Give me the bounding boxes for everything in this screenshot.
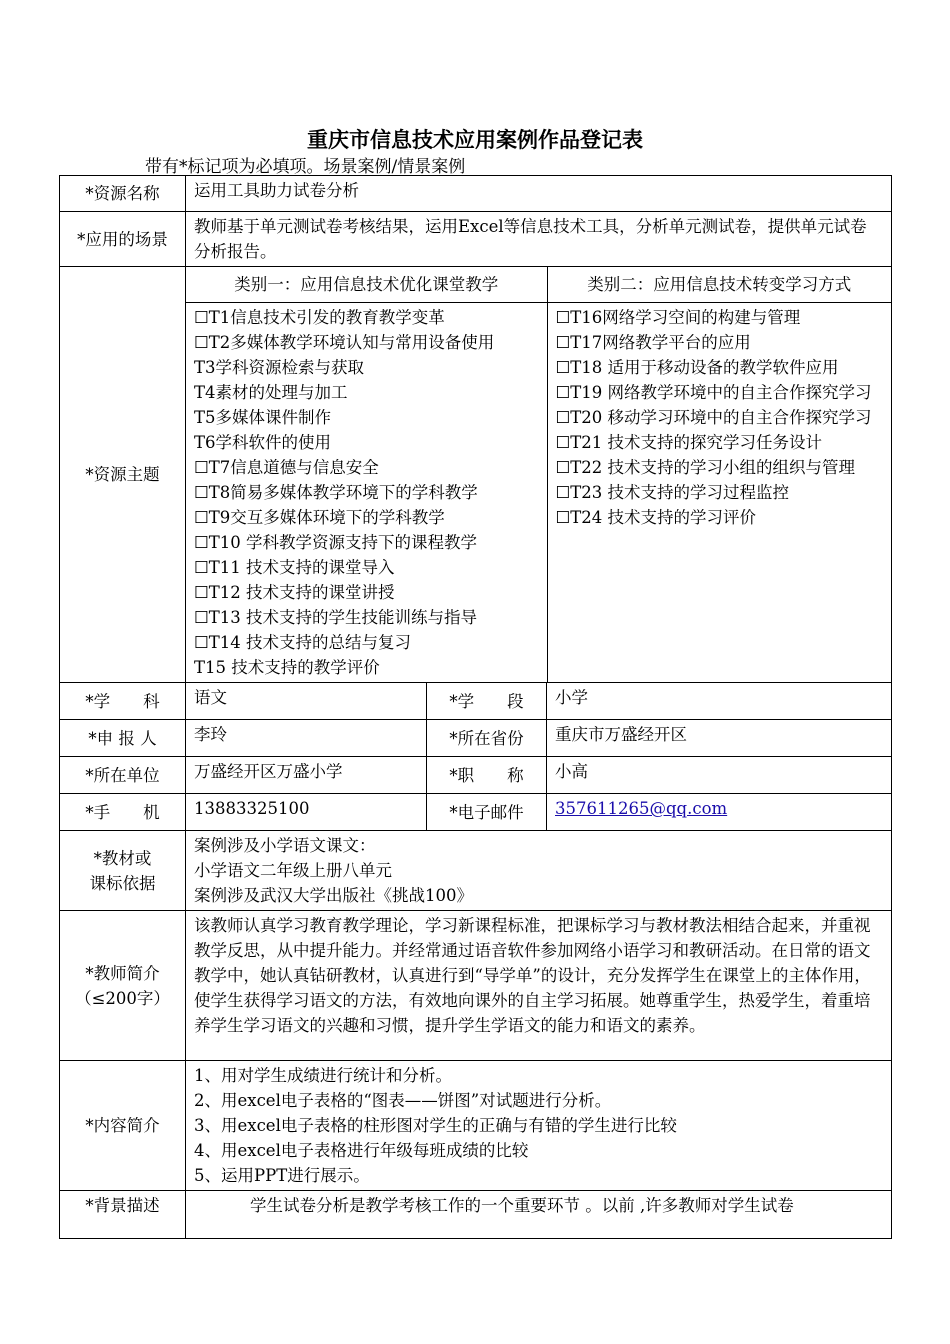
theme-option[interactable]: T4素材的处理与加工: [194, 383, 348, 402]
theme-option[interactable]: ☐T20 移动学习环境中的自主合作探究学习: [555, 408, 872, 427]
theme-option[interactable]: ☐T8简易多媒体教学环境下的学科教学: [194, 483, 478, 502]
theme-option[interactable]: ☐T10 学科教学资源支持下的课程教学: [194, 533, 478, 552]
row-resource-name: [60, 176, 892, 212]
theme-option[interactable]: ☐T22 技术支持的学习小组的组织与管理: [555, 458, 856, 477]
row-phone: [60, 794, 892, 831]
label-theme: *资源主题: [60, 267, 186, 683]
value-province: 重庆市万盛经开区: [547, 720, 892, 757]
row-applicant: [60, 720, 892, 757]
required-note: 带有*标记项为必填项。场景案例/情景案例: [145, 157, 466, 177]
theme-option[interactable]: ☐T19 网络教学环境中的自主合作探究学习: [555, 383, 872, 402]
theme-option[interactable]: ☐T21 技术支持的探究学习任务设计: [555, 433, 823, 452]
theme-option[interactable]: ☐T9交互多媒体环境下的学科教学: [194, 508, 445, 527]
label-subject: *学 科: [60, 683, 186, 720]
theme-option[interactable]: ☐T11 技术支持的课堂导入: [194, 558, 395, 577]
theme-option[interactable]: ☐T13 技术支持的学生技能训练与指导: [194, 608, 478, 627]
value-phone: 13883325100: [186, 794, 427, 831]
label-content: *内容简介: [60, 1061, 186, 1191]
theme-option[interactable]: ☐T7信息道德与信息安全: [194, 458, 379, 477]
category-two-heading: 类别二：应用信息技术转变学习方式: [547, 267, 891, 303]
value-subject: 语文: [186, 683, 427, 720]
theme-option[interactable]: ☐T18 适用于移动设备的教学软件应用: [555, 358, 839, 377]
theme-option[interactable]: ☐T16网络学习空间的构建与管理: [555, 308, 801, 327]
label-textbook: *教材或 课标依据: [60, 831, 186, 911]
label-email: *电子邮件: [427, 794, 547, 831]
theme-option[interactable]: T6学科软件的使用: [194, 433, 332, 452]
label-resource-name: *资源名称: [60, 176, 186, 212]
theme-option[interactable]: T5多媒体课件制作: [194, 408, 332, 427]
theme-option[interactable]: T3学科资源检索与获取: [194, 358, 365, 377]
row-scene: [60, 212, 892, 267]
value-content: 1、用对学生成绩进行统计和分析。 2、用excel电子表格的“图表——饼图”对试题进行分析。 3、用excel电子表格的柱形图对学生的正确与有错的学生进行比较 4、用excel电子表格进行年级每班成绩的比较 5、运用PPT进行展示。: [186, 1061, 892, 1191]
row-content: [60, 1061, 892, 1191]
value-textbook: 案例涉及小学语文课文： 小学语文二年级上册八单元 案例涉及武汉大学出版社《挑战100》: [186, 831, 892, 911]
row-textbook: [60, 831, 892, 911]
row-unit: [60, 757, 892, 794]
label-background: *背景描述: [60, 1191, 186, 1239]
label-unit: *所在单位: [60, 757, 186, 794]
theme-option[interactable]: ☐T23 技术支持的学习过程监控: [555, 483, 790, 502]
theme-option[interactable]: ☐T14 技术支持的总结与复习: [194, 633, 412, 652]
value-teacher: 该教师认真学习教育教学理论，学习新课程标准，把课标学习与教材教法相结合起来，并重视教学反思，从中提升能力。并经常通过语音软件参加网络小语学习和教研活动。在日常的语文教学中，她认真钻研教材，认真进行到“导学单”的设计，充分发挥学生在课堂上的主体作用，使学生获得学习语文的方法，有效地向课外的自主学习拓展。她尊重学生，热爱学生，着重培养学生学习语文的兴趣和习惯，提升学生学语文的能力和语文的素养。: [186, 911, 892, 1061]
theme-option[interactable]: T15 技术支持的教学评价: [194, 658, 380, 677]
category-one-heading: 类别一：应用信息技术优化课堂教学: [186, 267, 547, 303]
value-title: 小高: [547, 757, 892, 794]
label-scene: *应用的场景: [60, 212, 186, 267]
value-scene: 教师基于单元测试卷考核结果，运用Excel等信息技术工具，分析单元测试卷，提供单元试卷分析报告。: [186, 212, 892, 267]
value-applicant: 李玲: [186, 720, 427, 757]
label-title: *职 称: [427, 757, 547, 794]
page-title: 重庆市信息技术应用案例作品登记表: [307, 127, 643, 152]
label-phone: *手 机: [60, 794, 186, 831]
label-applicant: *申 报 人: [60, 720, 186, 757]
theme-option[interactable]: ☐T17网络教学平台的应用: [555, 333, 751, 352]
row-subject: [60, 683, 892, 720]
value-background: 学生试卷分析是教学考核工作的一个重要环节 。以前 ,许多教师对学生试卷: [186, 1191, 892, 1239]
label-province: *所在省份: [427, 720, 547, 757]
row-teacher: [60, 911, 892, 1061]
theme-categories: [186, 267, 892, 683]
registration-form: [59, 175, 892, 1239]
value-stage: 小学: [547, 683, 892, 720]
value-resource-name: 运用工具助力试卷分析: [186, 176, 892, 212]
value-unit: 万盛经开区万盛小学: [186, 757, 427, 794]
row-theme: [60, 267, 892, 683]
theme-option[interactable]: ☐T1信息技术引发的教育教学变革: [194, 308, 445, 327]
email-link[interactable]: 357611265@qq.com: [555, 799, 728, 818]
theme-option[interactable]: ☐T12 技术支持的课堂讲授: [194, 583, 395, 602]
row-background: [60, 1191, 892, 1239]
theme-option[interactable]: ☐T24 技术支持的学习评价: [555, 508, 757, 527]
theme-option[interactable]: ☐T2多媒体教学环境认知与常用设备使用: [194, 333, 495, 352]
label-teacher: *教师简介 （≤200字）: [60, 911, 186, 1061]
label-stage: *学 段: [427, 683, 547, 720]
